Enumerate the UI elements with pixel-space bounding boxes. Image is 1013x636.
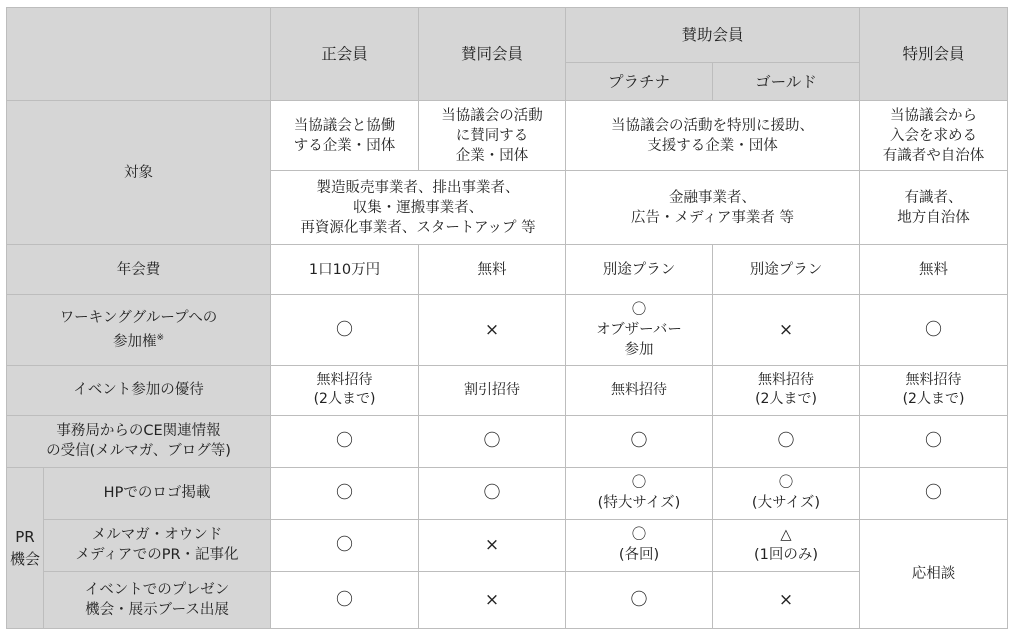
pr-logo-special: 〇 xyxy=(860,467,1008,519)
pr-special-consult: 応相談 xyxy=(860,519,1008,628)
info-special: 〇 xyxy=(860,415,1008,467)
row-label-info: 事務局からのCE関連情報 の受信(メルマガ、ブログ等) xyxy=(7,415,271,467)
pr-logo-regular: 〇 xyxy=(271,467,419,519)
info-regular: 〇 xyxy=(271,415,419,467)
pr-group-label: PR 機会 xyxy=(7,467,44,628)
fee-special: 無料 xyxy=(860,245,1008,295)
header-special-member: 特別会員 xyxy=(860,8,1008,101)
event-supporting: 割引招待 xyxy=(419,365,566,415)
fee-platinum: 別途プラン xyxy=(566,245,713,295)
target-special-examples: 有識者、 地方自治体 xyxy=(860,171,1008,245)
pr-logo-platinum: 〇 (特大サイズ) xyxy=(566,467,713,519)
working-group-special: 〇 xyxy=(860,295,1008,365)
info-gold: 〇 xyxy=(713,415,860,467)
pr-media-gold: △ (1回のみ) xyxy=(713,519,860,571)
target-regular-supporting-examples: 製造販売事業者、排出事業者、 収集・運搬事業者、 再資源化事業者、スタートアップ 等 xyxy=(271,171,566,245)
target-sponsor-desc: 当協議会の活動を特別に援助、 支援する企業・団体 xyxy=(566,101,860,171)
event-regular: 無料招待 (2人まで) xyxy=(271,365,419,415)
event-platinum: 無料招待 xyxy=(566,365,713,415)
membership-comparison-table xyxy=(6,7,1008,629)
pr-media-regular: 〇 xyxy=(271,519,419,571)
fee-regular: 1口10万円 xyxy=(271,245,419,295)
info-platinum: 〇 xyxy=(566,415,713,467)
pr-logo-gold: 〇 (大サイズ) xyxy=(713,467,860,519)
row-label-pr-media: メルマガ・オウンド メディアでのPR・記事化 xyxy=(44,519,271,571)
fee-supporting: 無料 xyxy=(419,245,566,295)
pr-event-gold: × xyxy=(713,571,860,628)
footnote-mark: ※ xyxy=(156,333,165,344)
row-label-pr-event: イベントでのプレゼン 機会・展示ブース出展 xyxy=(44,571,271,628)
header-gold: ゴールド xyxy=(713,63,860,101)
header-platinum: プラチナ xyxy=(566,63,713,101)
pr-event-regular: 〇 xyxy=(271,571,419,628)
pr-logo-supporting: 〇 xyxy=(419,467,566,519)
working-group-label-text: ワーキンググループへの 参加権 xyxy=(59,310,218,350)
pr-media-supporting: × xyxy=(419,519,566,571)
target-sponsor-examples: 金融事業者、 広告・メディア事業者 等 xyxy=(566,171,860,245)
fee-gold: 別途プラン xyxy=(713,245,860,295)
header-supporting-member: 賛同会員 xyxy=(419,8,566,101)
target-special-desc: 当協議会から 入会を求める 有識者や自治体 xyxy=(860,101,1008,171)
row-label-fee: 年会費 xyxy=(7,245,271,295)
pr-event-supporting: × xyxy=(419,571,566,628)
target-regular-desc: 当協議会と協働 する企業・団体 xyxy=(271,101,419,171)
working-group-platinum: 〇 オブザーバー 参加 xyxy=(566,295,713,365)
row-label-working-group xyxy=(7,295,271,365)
row-label-pr-logo: HPでのロゴ掲載 xyxy=(44,467,271,519)
header-regular-member: 正会員 xyxy=(271,8,419,101)
event-gold: 無料招待 (2人まで) xyxy=(713,365,860,415)
info-supporting: 〇 xyxy=(419,415,566,467)
target-supporting-desc: 当協議会の活動 に賛同する 企業・団体 xyxy=(419,101,566,171)
working-group-gold: × xyxy=(713,295,860,365)
working-group-supporting: × xyxy=(419,295,566,365)
working-group-regular: 〇 xyxy=(271,295,419,365)
row-label-event: イベント参加の優待 xyxy=(7,365,271,415)
header-corner xyxy=(7,8,271,101)
pr-event-platinum: 〇 xyxy=(566,571,713,628)
header-sponsor-member: 賛助会員 xyxy=(566,8,860,63)
row-label-target: 対象 xyxy=(7,101,271,245)
event-special: 無料招待 (2人まで) xyxy=(860,365,1008,415)
pr-media-platinum: 〇 (各回) xyxy=(566,519,713,571)
